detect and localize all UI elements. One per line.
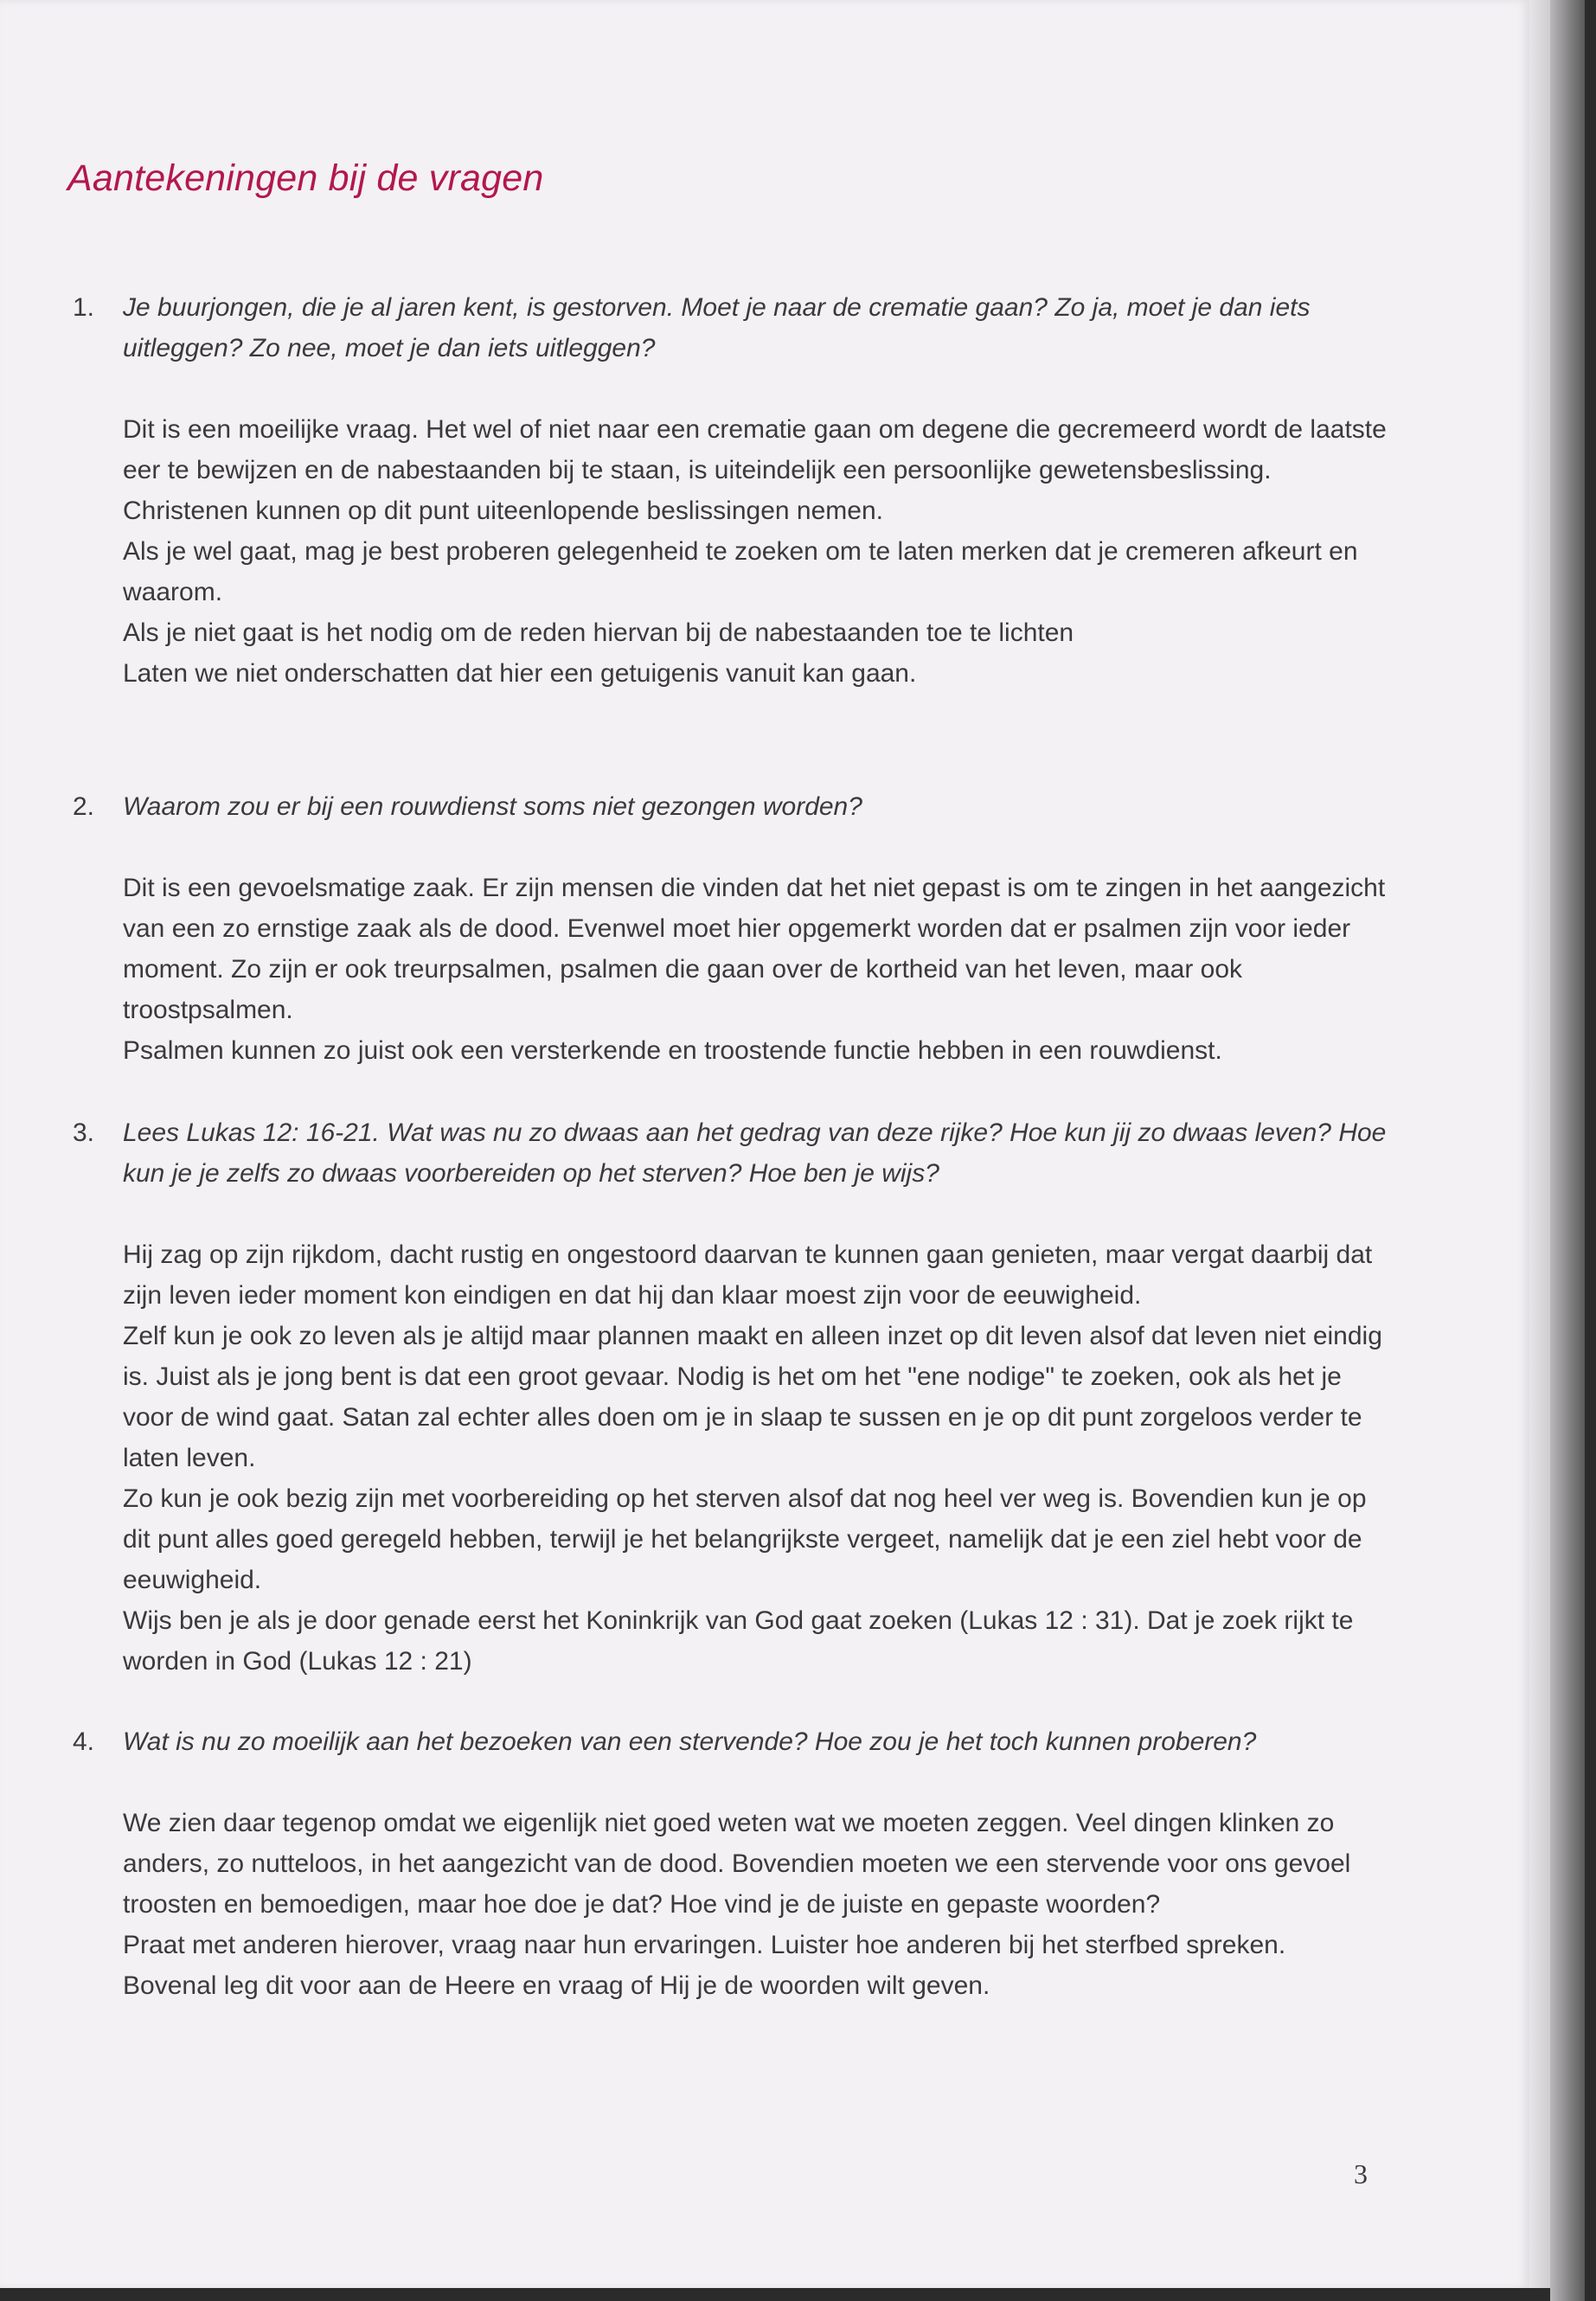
answer-paragraph: Bovenal leg dit voor aan de Heere en vraag of Hij je de woorden wilt geven.	[123, 1971, 990, 2000]
question-number: 1.	[73, 293, 95, 322]
book-spine-edge	[1550, 0, 1585, 2301]
question-body	[123, 786, 1388, 1071]
question-number: 2.	[73, 792, 95, 821]
answer-paragraph: Laten we niet onderschatten dat hier een getuigenis vanuit kan gaan.	[123, 659, 917, 688]
question-item	[73, 287, 1388, 694]
answer-paragraph: Praat met anderen hierover, vraag naar hun ervaringen. Luister hoe anderen bij het sterfbed spreken.	[123, 1931, 1286, 1959]
question-body	[123, 1112, 1388, 1682]
page-title: Aantekeningen bij de vragen	[67, 157, 544, 199]
page-number: 3	[1354, 2158, 1368, 2189]
question-text: Lees Lukas 12: 16-21. Wat was nu zo dwaas aan het gedrag van deze rijke? Hoe kun jij zo dwaas leven? Hoe kun je je zelfs zo dwaas voorbereiden op het sterven? Hoe ben je wijs?	[123, 1118, 1387, 1188]
answer-paragraph: Hij zag op zijn rijkdom, dacht rustig en ongestoord daarvan te kunnen gaan genieten, maar vergat daarbij dat zijn leven ieder moment kon eindigen en dat hij dan klaar moest zijn voor de eeuwigheid.	[123, 1240, 1373, 1310]
question-body	[123, 1721, 1388, 2006]
question-body	[123, 287, 1388, 694]
question-item	[73, 1721, 1388, 2006]
answer-paragraph: We zien daar tegenop omdat we eigenlijk niet goed weten wat we moeten zeggen. Veel dingen klinken zo anders, zo nutteloos, in het aangezicht van de dood. Bovendien moeten we een stervende voor ons gevoel troosten en bemoedigen, maar hoe doe je dat? Hoe vind je de juiste en gepaste woorden?	[123, 1809, 1351, 1919]
page-edge	[1529, 0, 1550, 2288]
answer-paragraph: Wijs ben je als je door genade eerst het Koninkrijk van God gaat zoeken (Lukas 12 : 31). Dat je zoek rijkt te worden in God (Lukas 12 : 21)	[123, 1606, 1354, 1676]
answer-paragraph: Zelf kun je ook zo leven als je altijd maar plannen maakt en alleen inzet op dit leven alsof dat leven niet eindig is. Juist als je jong bent is dat een groot gevaar. Nodig is het om het "ene nodige" te zoeken, ook als het je voor de wind gaat. Satan zal echter alles doen om je in slaap te sussen en je op dit punt zorgeloos verder te laten leven.	[123, 1322, 1382, 1472]
question-item	[73, 1112, 1388, 1682]
question-item	[73, 786, 1388, 1071]
answer-paragraph: Als je wel gaat, mag je best proberen gelegenheid te zoeken om te laten merken dat je cremeren afkeurt en waarom.	[123, 537, 1358, 606]
answer-paragraph: Als je niet gaat is het nodig om de reden hiervan bij de nabestaanden toe te lichten	[123, 619, 1074, 647]
question-text: Je buurjongen, die je al jaren kent, is gestorven. Moet je naar de crematie gaan? Zo ja, moet je dan iets uitleggen? Zo nee, moet je dan iets uitleggen?	[123, 293, 1311, 362]
question-number: 4.	[73, 1727, 95, 1756]
question-number: 3.	[73, 1118, 95, 1147]
question-text: Waarom zou er bij een rouwdienst soms niet gezongen worden?	[123, 792, 862, 821]
answer-paragraph: Zo kun je ook bezig zijn met voorbereiding op het sterven alsof dat nog heel ver weg is. Bovendien kun je op dit punt alles goed geregeld hebben, terwijl je het belangrijkste vergeet, namelijk dat je een ziel hebt voor de eeuwigheid.	[123, 1484, 1367, 1594]
question-text: Wat is nu zo moeilijk aan het bezoeken van een stervende? Hoe zou je het toch kunnen proberen?	[123, 1727, 1257, 1756]
answer-paragraph: Psalmen kunnen zo juist ook een versterkende en troostende functie hebben in een rouwdienst.	[123, 1036, 1222, 1065]
answer-paragraph: Dit is een moeilijke vraag. Het wel of niet naar een crematie gaan om degene die gecremeerd wordt de laatste eer te bewijzen en de nabestaanden bij te staan, is uiteindelijk een persoonlijke gewetensbeslissing. Christenen kunnen op dit punt uiteenlopende beslissingen nemen.	[123, 415, 1387, 525]
answer-paragraph: Dit is een gevoelsmatige zaak. Er zijn mensen die vinden dat het niet gepast is om te zingen in het aangezicht van een zo ernstige zaak als de dood. Evenwel moet hier opgemerkt worden dat er psalmen zijn voor ieder moment. Zo zijn er ook treurpsalmen, psalmen die gaan over de kortheid van het leven, maar ook troostpsalmen.	[123, 874, 1386, 1024]
